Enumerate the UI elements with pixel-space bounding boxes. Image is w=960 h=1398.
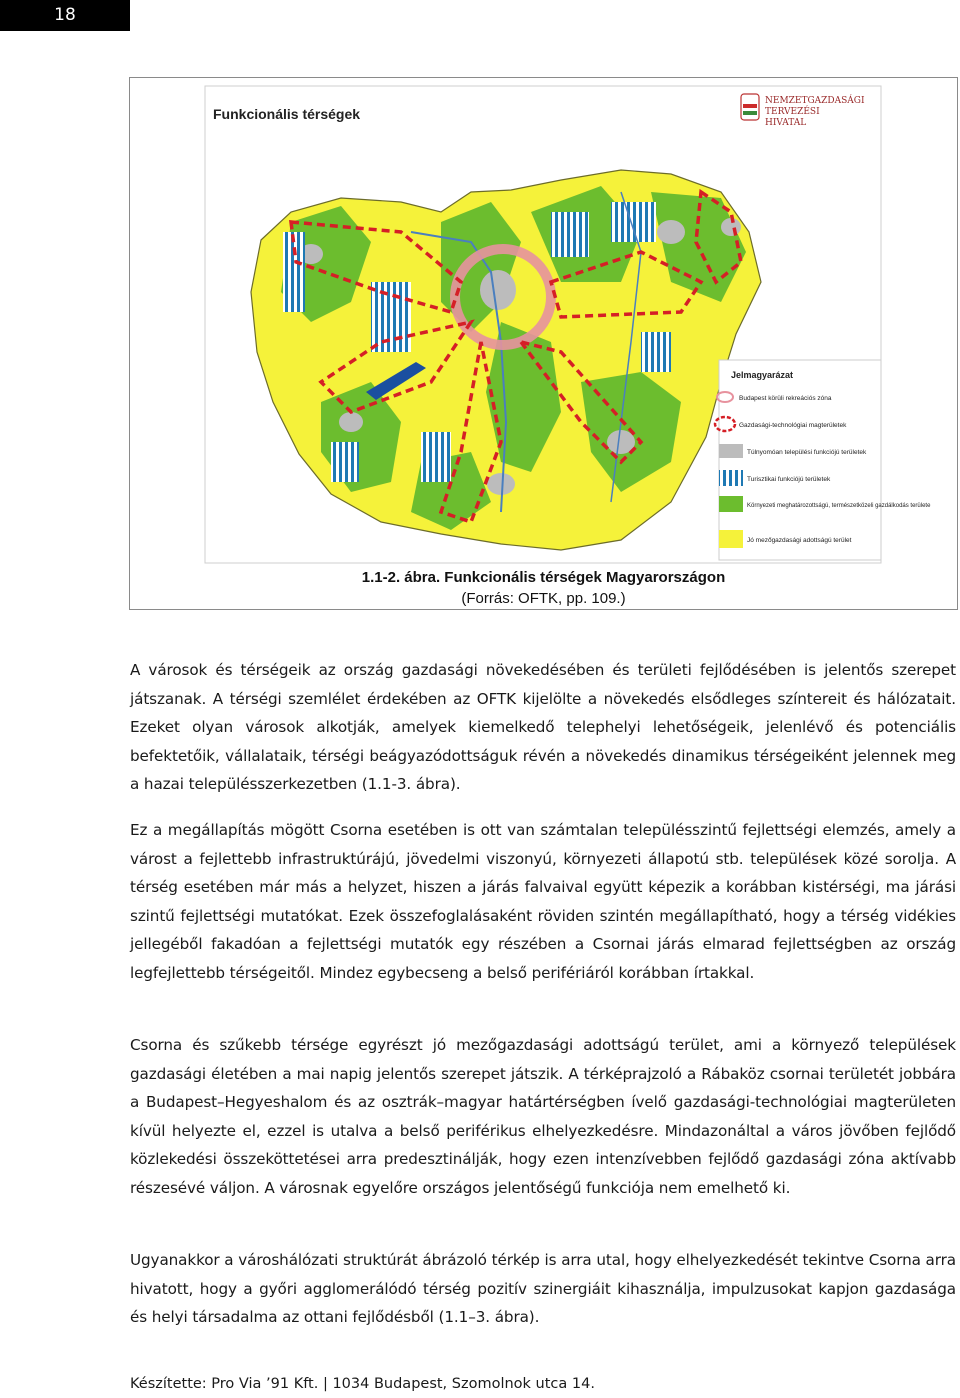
legend-title: Jelmagyarázat (731, 370, 794, 380)
paragraph-1: A városok és térségeik az ország gazdasági növekedésében és területi fejlődésében is jelentős szerepet játszanak. A térségi szemlélet érdekében az OFTK kijelölte a növekedés elsődleges színtereit és hálózatait. Ezeket olyan városok alkotják, amelyek kiemelkedő telephelyi lehetőségeik, jelenlévő és potenciális befektetőik, vállalataik, térségi beágyazódottságuk révén a növekedés dinamikus térségeiként jelennek meg a hazai településszerkezetben (1.1-3. ábra). (130, 661, 956, 793)
footer: Készítette: Pro Via ’91 Kft. | 1034 Budapest, Szomolnok utca 14. (130, 1376, 595, 1392)
paragraph-3: Csorna és szűkebb térsége egyrészt jó mezőgazdasági adottságú terület, ami a környező települések gazdasági életében a mai napig jelentős szerepet játszik. A térképrajzoló a Rábaköz csornai területét jobbára a Budapest–Hegyeshalom és az osztrák–magyar határtérségben ívelő gazdasági-technológiai magterületen kívül helyezte el, ezzel is utalva a belső periférikus elhelyezkedésre. Mindazonáltal a város jövőben fejlődő közlekedési összeköttetései arra predesztinálják, hogy ezen intenzívebben fejlődő gazdasági zóna aktívabb részesévé váljon. A városnak egyelőre országos jelentőségű funkciója nem emelhető ki. (130, 1036, 956, 1197)
caption-source: (Forrás: OFTK, pp. 109.) (461, 590, 626, 607)
paragraph-4: Ugyanakkor a városhálózati struktúrát ábrázoló térkép is arra utal, hogy elhelyezkedését tekintve Csorna arra hivatott, hogy a győri agglomerálódó térség pozitív szinergiáit kihasználja, impulzusokat kapjon gazdasága és helyi társadalma az ottani fejlődésből (1.1–3. ábra). (130, 1251, 956, 1326)
legend-label-agriculture-area: Jó mezőgazdasági adottságú terület (747, 537, 852, 544)
legend-label-settlement-area: Túlnyomóan települési funkciójú területek (747, 449, 867, 456)
logo-text-3: HIVATAL (765, 118, 807, 128)
figure-caption (129, 567, 958, 609)
legend-label-tourism-area: Turisztikai funkciójú területek (747, 476, 831, 483)
functional-regions-map (201, 82, 931, 567)
page-number: 18 (0, 0, 130, 31)
logo-text-2: TERVEZÉSI (765, 107, 820, 117)
caption-title: 1.1-2. ábra. Funkcionális térségek Magyarországon (361, 569, 726, 586)
map-title: Funkcionális térségek (213, 106, 361, 122)
paragraph-2: Ez a megállapítás mögött Csorna esetében is ott van számtalan településszintű fejlettségi elemzés, amely a várost a fejlettebb infrastruktúrájú, jövedelmi viszonyú, környezeti állapotú stb. települések közé sorolja. A térség esetében már más a helyzet, hiszen a járás falvaival együtt képezik a korábban kistérségi, ma járási szintű fejlettségi mutatókat. Ezek összefoglalásaként röviden szintén megállapítható, hogy a térség vidékies jellegéből fakadóan a fejlettségi mutatók egy részében a Csornai járás elmarad fejlettségben az ország legfejlettebb térségeitől. Mindez egybecseng a belső perifériáról korábban írtakkal. (130, 821, 956, 982)
legend-label-recreation-zone: Budapest körüli rekreációs zóna (739, 395, 832, 402)
legend-label-environment-area: Környezeti meghatározottságú, természetközeli gazdálkodás területe (747, 503, 931, 509)
logo-text-1: NEMZETGAZDASÁGI (765, 96, 865, 106)
legend-label-economic-core: Gazdasági-technológiai magterületek (739, 422, 847, 429)
